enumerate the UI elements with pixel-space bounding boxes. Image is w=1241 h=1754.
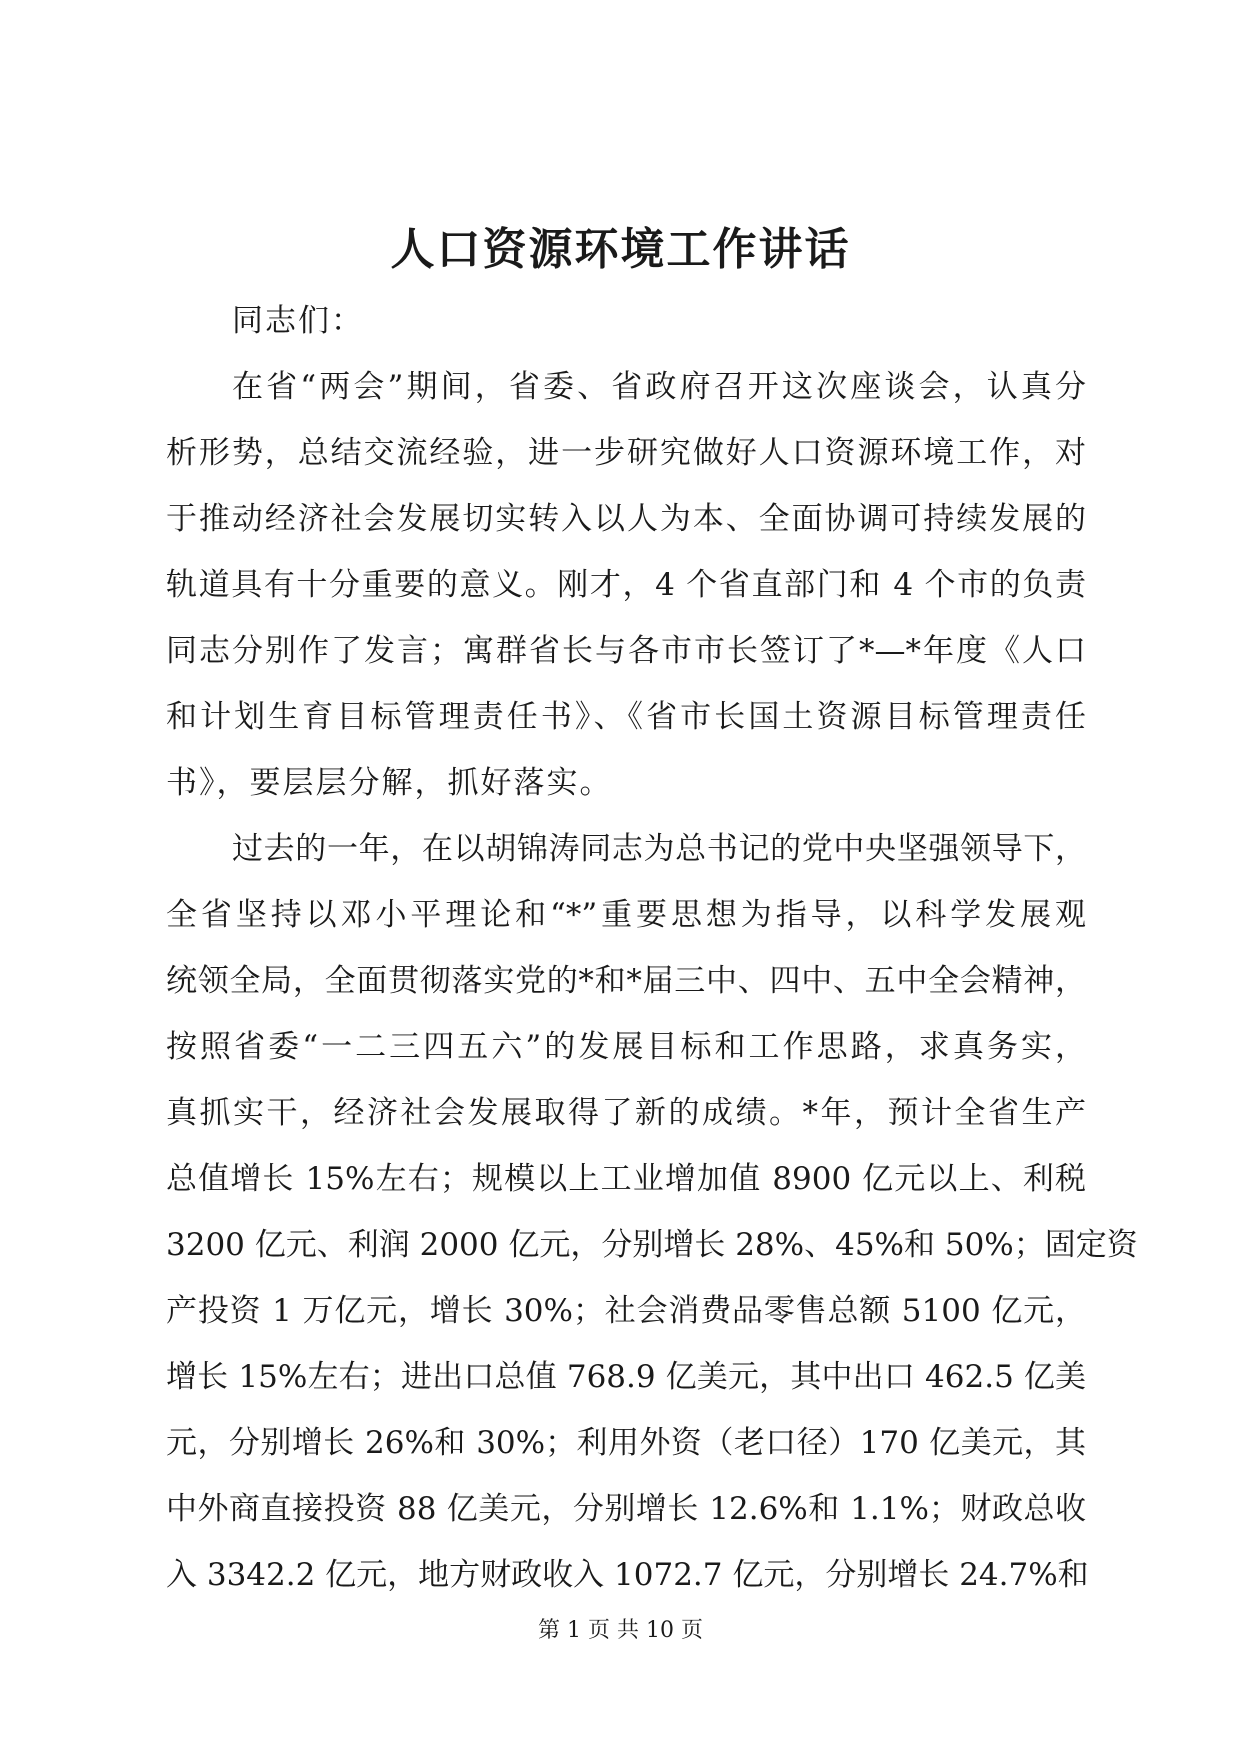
paragraph-1 [166,354,1086,816]
text-line: 在省“两会”期间，省委、省政府召开这次座谈会，认真分 [232,369,1086,405]
text-line: 中外商直接投资 88 亿美元，分别增长 12.6%和 1.1%；财政总收 [166,1491,1086,1527]
text-line: 于推动经济社会发展切实转入以人为本、全面协调可持续发展的 [166,501,1086,537]
text-line: 元，分别增长 26%和 30%；利用外资（老口径）170 亿美元，其 [166,1425,1086,1461]
document-body [166,288,1138,1608]
document-title: 人口资源环境工作讲话 [390,224,851,275]
paragraph-2 [166,816,1138,1608]
text-line: 增长 15%左右；进出口总值 768.9 亿美元，其中出口 462.5 亿美 [166,1359,1086,1395]
text-line: 统领全局，全面贯彻落实党的*和*届三中、四中、五中全会精神， [166,963,1086,999]
text-line: 过去的一年，在以胡锦涛同志为总书记的党中央坚强领导下， [232,831,1086,867]
text-line: 3200 亿元、利润 2000 亿元，分别增长 28%、45%和 50%；固定资 [166,1227,1138,1263]
text-line: 析形势，总结交流经验，进一步研究做好人口资源环境工作，对 [166,435,1086,471]
page-footer: 第 1 页 共 10 页 [538,1618,703,1643]
text-line: 全省坚持以邓小平理论和“*”重要思想为指导，以科学发展观 [166,897,1086,933]
text-line: 按照省委“一二三四五六”的发展目标和工作思路，求真务实， [166,1029,1086,1065]
text-line: 轨道具有十分重要的意义。刚才，4 个省直部门和 4 个市的负责 [166,567,1086,603]
salutation: 同志们： [232,303,364,339]
text-line: 书》，要层层分解，抓好落实。 [166,765,613,801]
text-line: 入 3342.2 亿元，地方财政收入 1072.7 亿元，分别增长 24.7%和 [166,1557,1089,1593]
text-line: 总值增长 15%左右；规模以上工业增加值 8900 亿元以上、利税 [166,1161,1086,1197]
text-line: 和计划生育目标管理责任书》、《省市长国土资源目标管理责任 [166,699,1086,735]
text-line: 同志分别作了发言；寓群省长与各市市长签订了*—*年度《人口 [166,633,1086,669]
text-line: 产投资 1 万亿元，增长 30%；社会消费品零售总额 5100 亿元， [166,1293,1086,1329]
text-line: 真抓实干，经济社会发展取得了新的成绩。*年，预计全省生产 [166,1095,1086,1131]
